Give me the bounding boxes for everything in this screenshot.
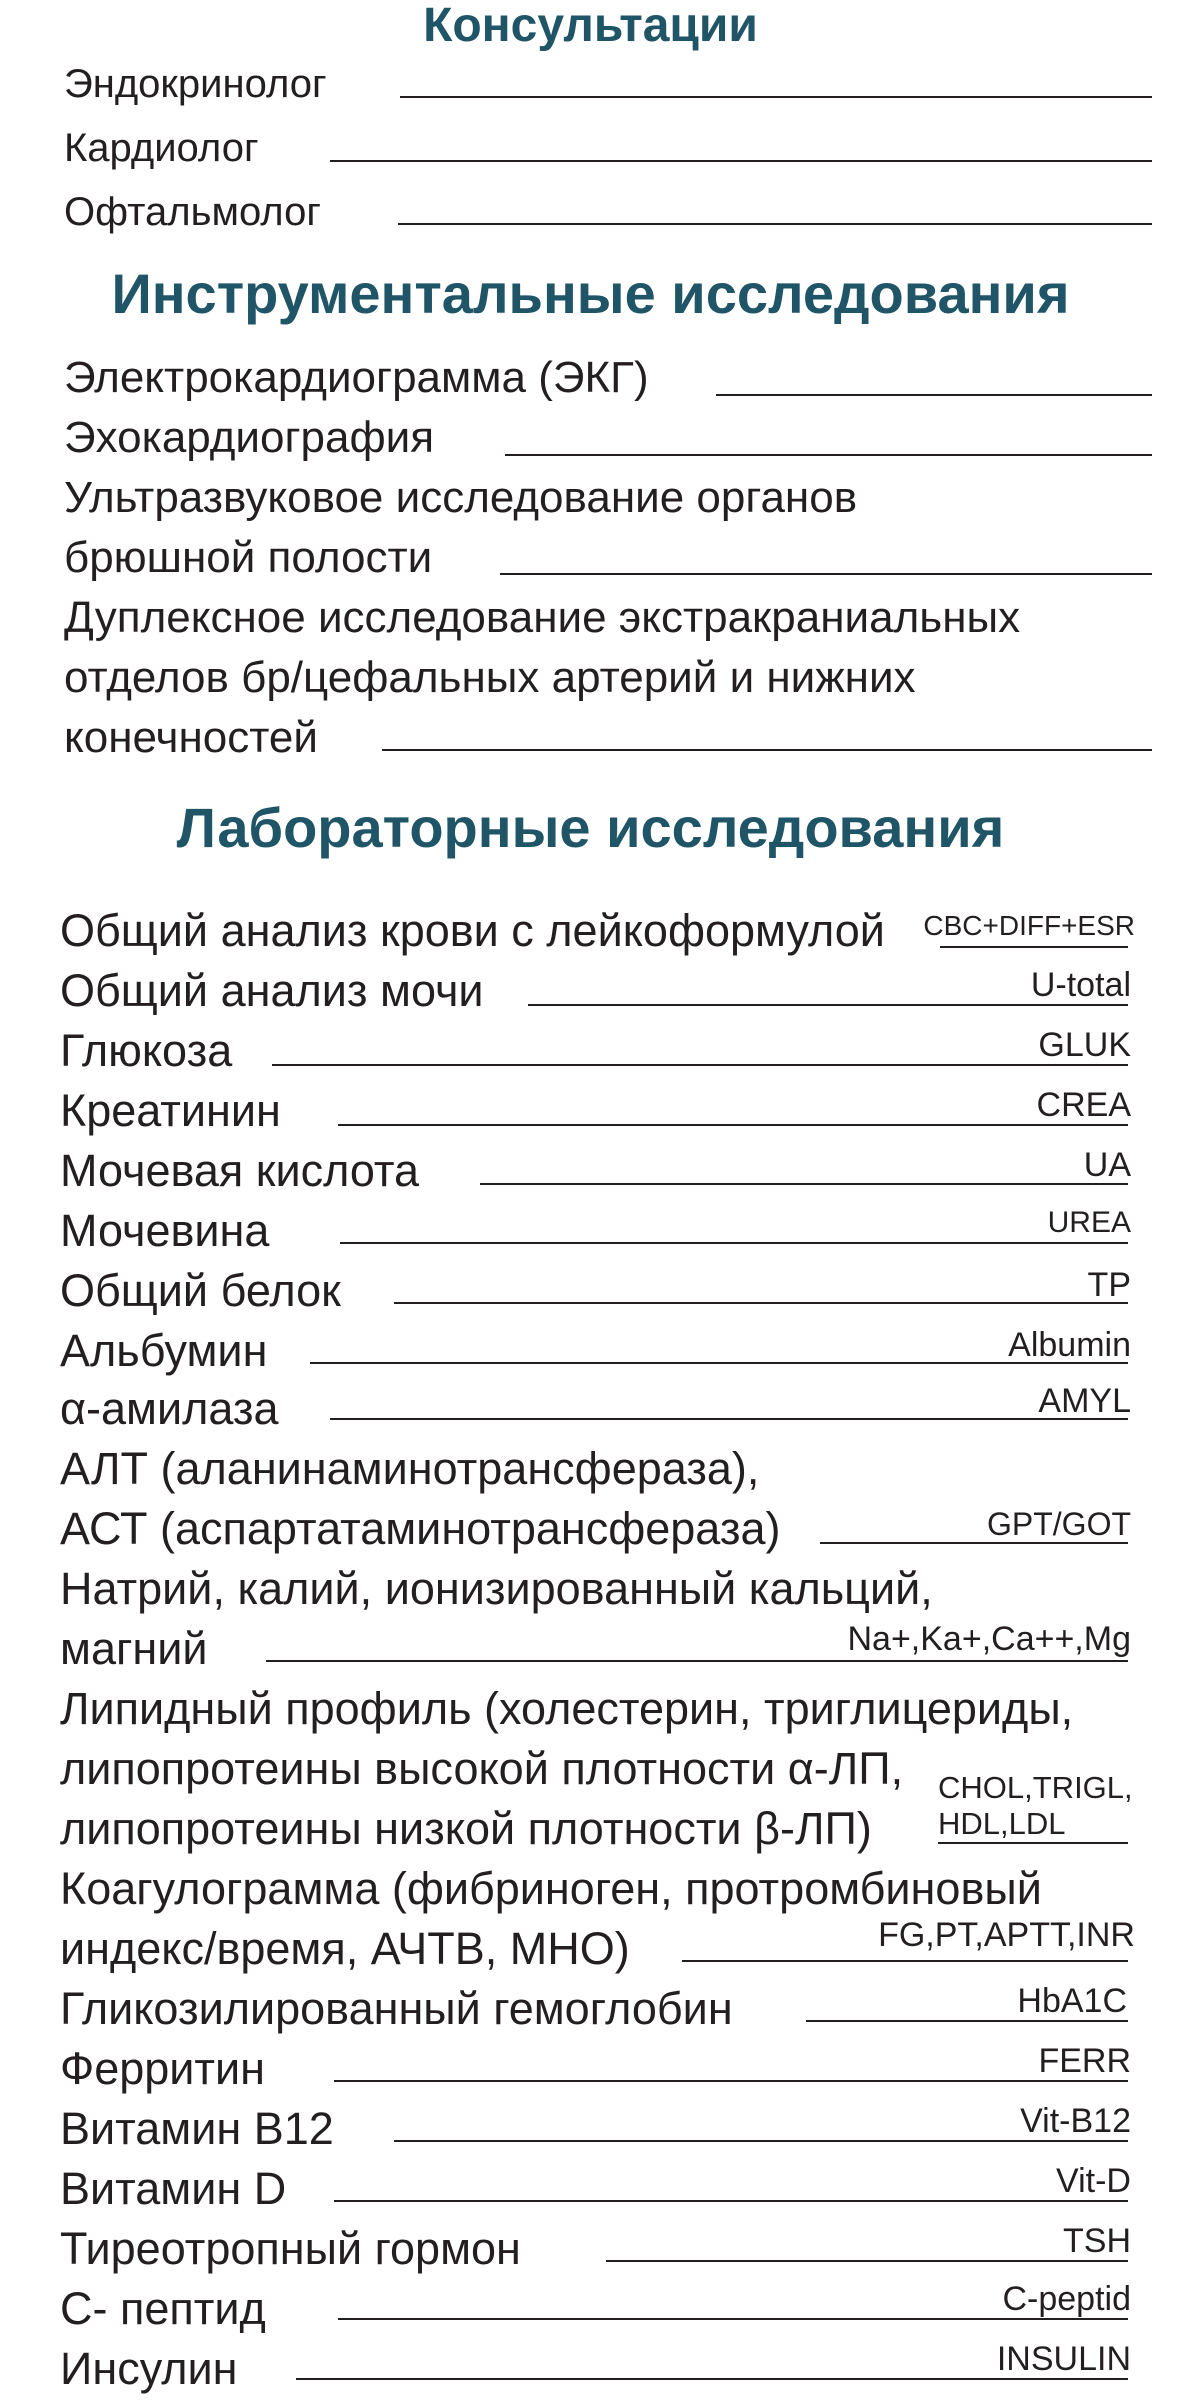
consult-cardiologist-line[interactable] (330, 160, 1152, 162)
lab-uric-acid-code: UA (1083, 1146, 1131, 1184)
lab-glucose-line[interactable] (272, 1064, 1128, 1066)
instr-duplex-label-1: Дуплексное исследование экстракраниальных (64, 593, 1021, 642)
instr-ultrasound-label-2: брюшной полости (64, 533, 433, 582)
lab-vit-d-code: Vit-D (1056, 2162, 1131, 2200)
lab-electrolytes-line[interactable] (266, 1660, 1128, 1662)
lab-hba1c-label: Гликозилированный гемоглобин (60, 1983, 733, 2034)
lab-vit-b12-code: Vit-B12 (1020, 2102, 1131, 2140)
instr-ecg-line[interactable] (716, 394, 1152, 396)
lab-total-protein-code: TP (1087, 1266, 1131, 1304)
lab-vit-d-label: Витамин D (60, 2163, 287, 2214)
instr-ultrasound-label-1: Ультразвуковое исследование органов (64, 473, 858, 522)
lab-ferritin-code: FERR (1038, 2042, 1131, 2080)
laboratory-heading: Лабораторные исследования (176, 796, 1005, 859)
lab-lipid-label-2: липопротеины высокой плотности α-ЛП, (60, 1743, 904, 1794)
instr-echo-label: Эхокардиография (64, 413, 435, 462)
lab-insulin-code: INSULIN (996, 2340, 1131, 2378)
lab-alt-label: АЛТ (аланинаминотрансфераза), (60, 1443, 760, 1494)
lab-creatinine-label: Креатинин (60, 1085, 281, 1136)
lab-lipid-label-1: Липидный профиль (холестерин, триглицериды, (60, 1683, 1074, 1734)
lab-vit-b12-line[interactable] (394, 2140, 1128, 2142)
lab-c-peptide-line[interactable] (338, 2318, 1128, 2320)
lab-amylase-label: α-амилаза (60, 1383, 279, 1434)
lab-tsh-code: TSH (1063, 2222, 1131, 2260)
lab-urea-label: Мочевина (60, 1205, 270, 1256)
instr-duplex-line[interactable] (382, 749, 1152, 751)
lab-lipid-code-2: HDL,LDL (938, 1806, 1066, 1841)
lab-coagulogram-code: FG,PT,APTT,INR (878, 1916, 1135, 1954)
lab-urine-label: Общий анализ мочи (60, 965, 484, 1016)
lab-ferritin-line[interactable] (334, 2080, 1128, 2082)
lab-electrolytes-label-2: магний (60, 1623, 208, 1674)
consultations-heading: Консультации (423, 0, 758, 52)
lab-total-protein-line[interactable] (394, 1302, 1128, 1304)
lab-cbc-code: CBC+DIFF+ESR (923, 910, 1135, 941)
lab-urea-line[interactable] (340, 1242, 1128, 1244)
instr-echo-line[interactable] (505, 454, 1152, 456)
instr-duplex-label-2: отделов бр/цефальных артерий и нижних (64, 653, 916, 702)
consult-endocrinologist-label: Эндокринолог (64, 62, 327, 106)
lab-vit-b12-label: Витамин В12 (60, 2103, 334, 2154)
lab-insulin-line[interactable] (296, 2378, 1128, 2380)
lab-electrolytes-code: Na+,Ka+,Ca++,Mg (847, 1620, 1131, 1658)
lab-albumin-line[interactable] (310, 1362, 1128, 1364)
lab-cbc-label: Общий анализ крови с лейкоформулой (60, 905, 885, 956)
lab-uric-acid-line[interactable] (480, 1183, 1128, 1185)
lab-tsh-label: Тиреотропный гормон (60, 2223, 521, 2274)
lab-coagulogram-line[interactable] (682, 1960, 1128, 1962)
lab-urea-code: UREA (1047, 1206, 1131, 1239)
lab-urine-line[interactable] (528, 1004, 1128, 1006)
lab-albumin-label: Альбумин (60, 1325, 268, 1376)
lab-glucose-label: Глюкоза (60, 1025, 233, 1076)
instrumental-heading: Инструментальные исследования (111, 262, 1070, 325)
lab-uric-acid-label: Мочевая кислота (60, 1145, 420, 1196)
lab-tsh-line[interactable] (606, 2260, 1128, 2262)
lab-alt-ast-line[interactable] (820, 1542, 1128, 1544)
lab-amylase-code: AMYL (1038, 1382, 1131, 1420)
lab-c-peptide-code: C-peptid (1002, 2280, 1131, 2318)
consult-endocrinologist-line[interactable] (400, 96, 1152, 98)
lab-c-peptide-label: С- пептид (60, 2283, 266, 2334)
lab-amylase-line[interactable] (330, 1418, 1128, 1420)
lab-lipid-code-1: CHOL,TRIGL, (938, 1770, 1133, 1805)
lab-hba1c-code: HbA1C (1017, 1982, 1127, 2020)
consult-cardiologist-label: Кардиолог (64, 126, 259, 170)
lab-ast-label: АСТ (аспартатаминотрансфераза) (60, 1503, 781, 1554)
lab-insulin-label: Инсулин (60, 2343, 238, 2394)
lab-coagulogram-label-2: индекс/время, АЧТВ, МНО) (60, 1923, 630, 1974)
lab-glucose-code: GLUK (1038, 1026, 1131, 1064)
instr-ultrasound-line[interactable] (500, 573, 1152, 575)
instr-ecg-label: Электрокардиограмма (ЭКГ) (64, 353, 649, 402)
instr-duplex-label-3: конечностей (64, 713, 318, 762)
lab-creatinine-code: CREA (1036, 1086, 1131, 1124)
lab-alt-ast-code: GPT/GOT (987, 1506, 1131, 1542)
lab-lipid-label-3: липопротеины низкой плотности β-ЛП) (60, 1803, 872, 1854)
lab-cbc-line[interactable] (940, 946, 1128, 948)
lab-vit-d-line[interactable] (334, 2200, 1128, 2202)
lab-hba1c-line[interactable] (806, 2020, 1128, 2022)
lab-coagulogram-label-1: Коагулограмма (фибриноген, протромбиновый (60, 1863, 1042, 1914)
lab-electrolytes-label-1: Натрий, калий, ионизированный кальций, (60, 1563, 933, 1614)
lab-albumin-code: Albumin (1008, 1326, 1131, 1364)
lab-lipid-line[interactable] (938, 1842, 1128, 1844)
lab-ferritin-label: Ферритин (60, 2043, 266, 2094)
consult-ophthalmologist-label: Офтальмолог (64, 190, 321, 234)
consult-ophthalmologist-line[interactable] (398, 223, 1152, 225)
lab-urine-code: U-total (1030, 966, 1131, 1004)
lab-creatinine-line[interactable] (338, 1124, 1128, 1126)
lab-total-protein-label: Общий белок (60, 1265, 341, 1316)
